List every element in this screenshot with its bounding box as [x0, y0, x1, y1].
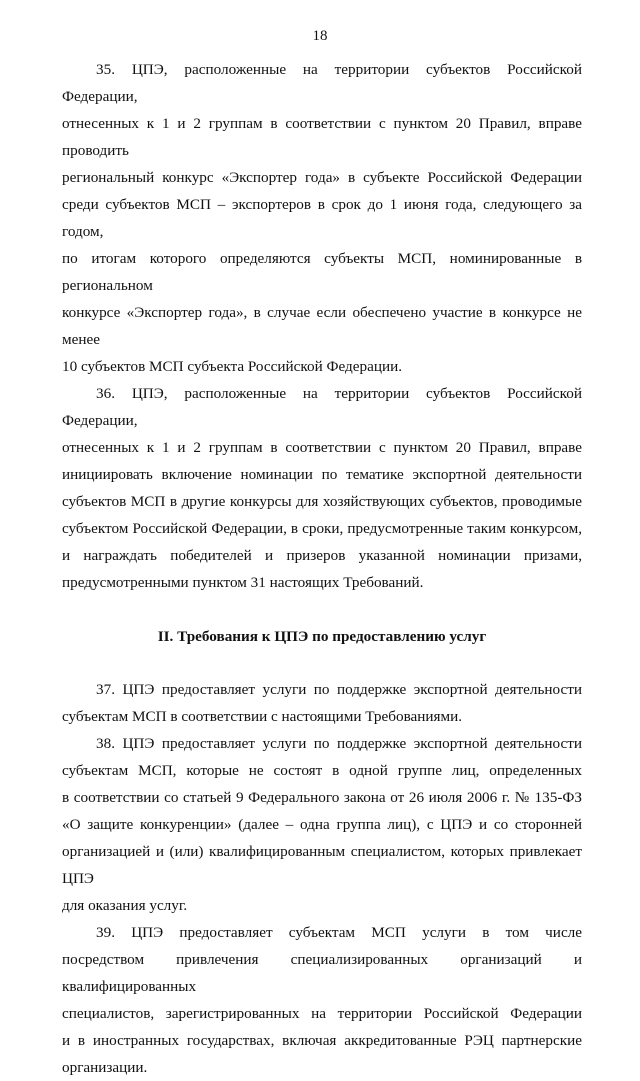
paragraph-line: и в иностранных государствах, включая аккредитованные РЭЦ партнерские: [62, 1032, 582, 1049]
paragraph-line: среди субъектов МСП – экспортеров в срок до 1 июня года, следующего за годом,: [62, 196, 582, 240]
paragraph-line: организацией и (или) квалифицированным специалистом, которых привлекает ЦПЭ: [62, 843, 582, 887]
paragraph-line: по итогам которого определяются субъекты МСП, номинированные в региональном: [62, 250, 582, 294]
paragraph-line: инициировать включение номинации по тематике экспортной деятельности: [62, 466, 582, 483]
paragraph-line: отнесенных к 1 и 2 группам в соответствии с пунктом 20 Правил, вправе: [62, 439, 582, 456]
paragraph-line: 37. ЦПЭ предоставляет услуги по поддержке экспортной деятельности: [96, 681, 582, 698]
paragraph-38: [62, 730, 582, 919]
document-body: [62, 56, 582, 1081]
section-heading: II. Требования к ЦПЭ по предоставлению услуг: [157, 628, 487, 645]
paragraph-line: организации.: [62, 1059, 148, 1076]
paragraph-line: специалистов, зарегистрированных на территории Российской Федерации: [62, 1005, 582, 1022]
page-number: 18: [312, 28, 328, 44]
paragraph-line: 10 субъектов МСП субъекта Российской Федерации.: [62, 358, 403, 375]
paragraph-line: «О защите конкуренции» (далее – одна группа лиц), с ЦПЭ и со сторонней: [62, 816, 582, 833]
paragraph-line: субъектом Российской Федерации, в сроки, предусмотренные таким конкурсом,: [62, 520, 582, 537]
paragraph-37: [62, 676, 582, 730]
paragraph-line: предусмотренными пунктом 31 настоящих Требований.: [62, 574, 424, 591]
paragraph-line: региональный конкурс «Экспортер года» в субъекте Российской Федерации: [62, 169, 582, 186]
paragraph-line: субъектам МСП, которые не состоят в одной группе лиц, определенных: [62, 762, 582, 779]
paragraph-36: [62, 380, 582, 596]
paragraph-line: субъектам МСП в соответствии с настоящими Требованиями.: [62, 708, 463, 725]
paragraph-line: субъектов МСП в другие конкурсы для хозяйствующих субъектов, проводимые: [62, 493, 582, 510]
paragraph-line: отнесенных к 1 и 2 группам в соответствии с пунктом 20 Правил, вправе проводить: [62, 115, 582, 159]
paragraph-line: для оказания услуг.: [62, 897, 188, 914]
paragraph-line: и награждать победителей и призеров указанной номинации призами,: [62, 547, 582, 564]
paragraph-line: 39. ЦПЭ предоставляет субъектам МСП услуги в том числе: [96, 924, 582, 941]
paragraph-line: конкурсе «Экспортер года», в случае если обеспечено участие в конкурсе не менее: [62, 304, 582, 348]
paragraph-line: 36. ЦПЭ, расположенные на территории субъектов Российской Федерации,: [62, 385, 582, 429]
paragraph-line: 38. ЦПЭ предоставляет услуги по поддержке экспортной деятельности: [96, 735, 582, 752]
paragraph-line: 35. ЦПЭ, расположенные на территории субъектов Российской Федерации,: [62, 61, 582, 105]
paragraph-line: посредством привлечения специализированных организаций и квалифицированных: [62, 951, 582, 995]
paragraph-35: [62, 56, 582, 380]
paragraph-line: в соответствии со статьей 9 Федерального закона от 26 июля 2006 г. № 135-ФЗ: [62, 789, 582, 806]
paragraph-39: [62, 919, 582, 1081]
